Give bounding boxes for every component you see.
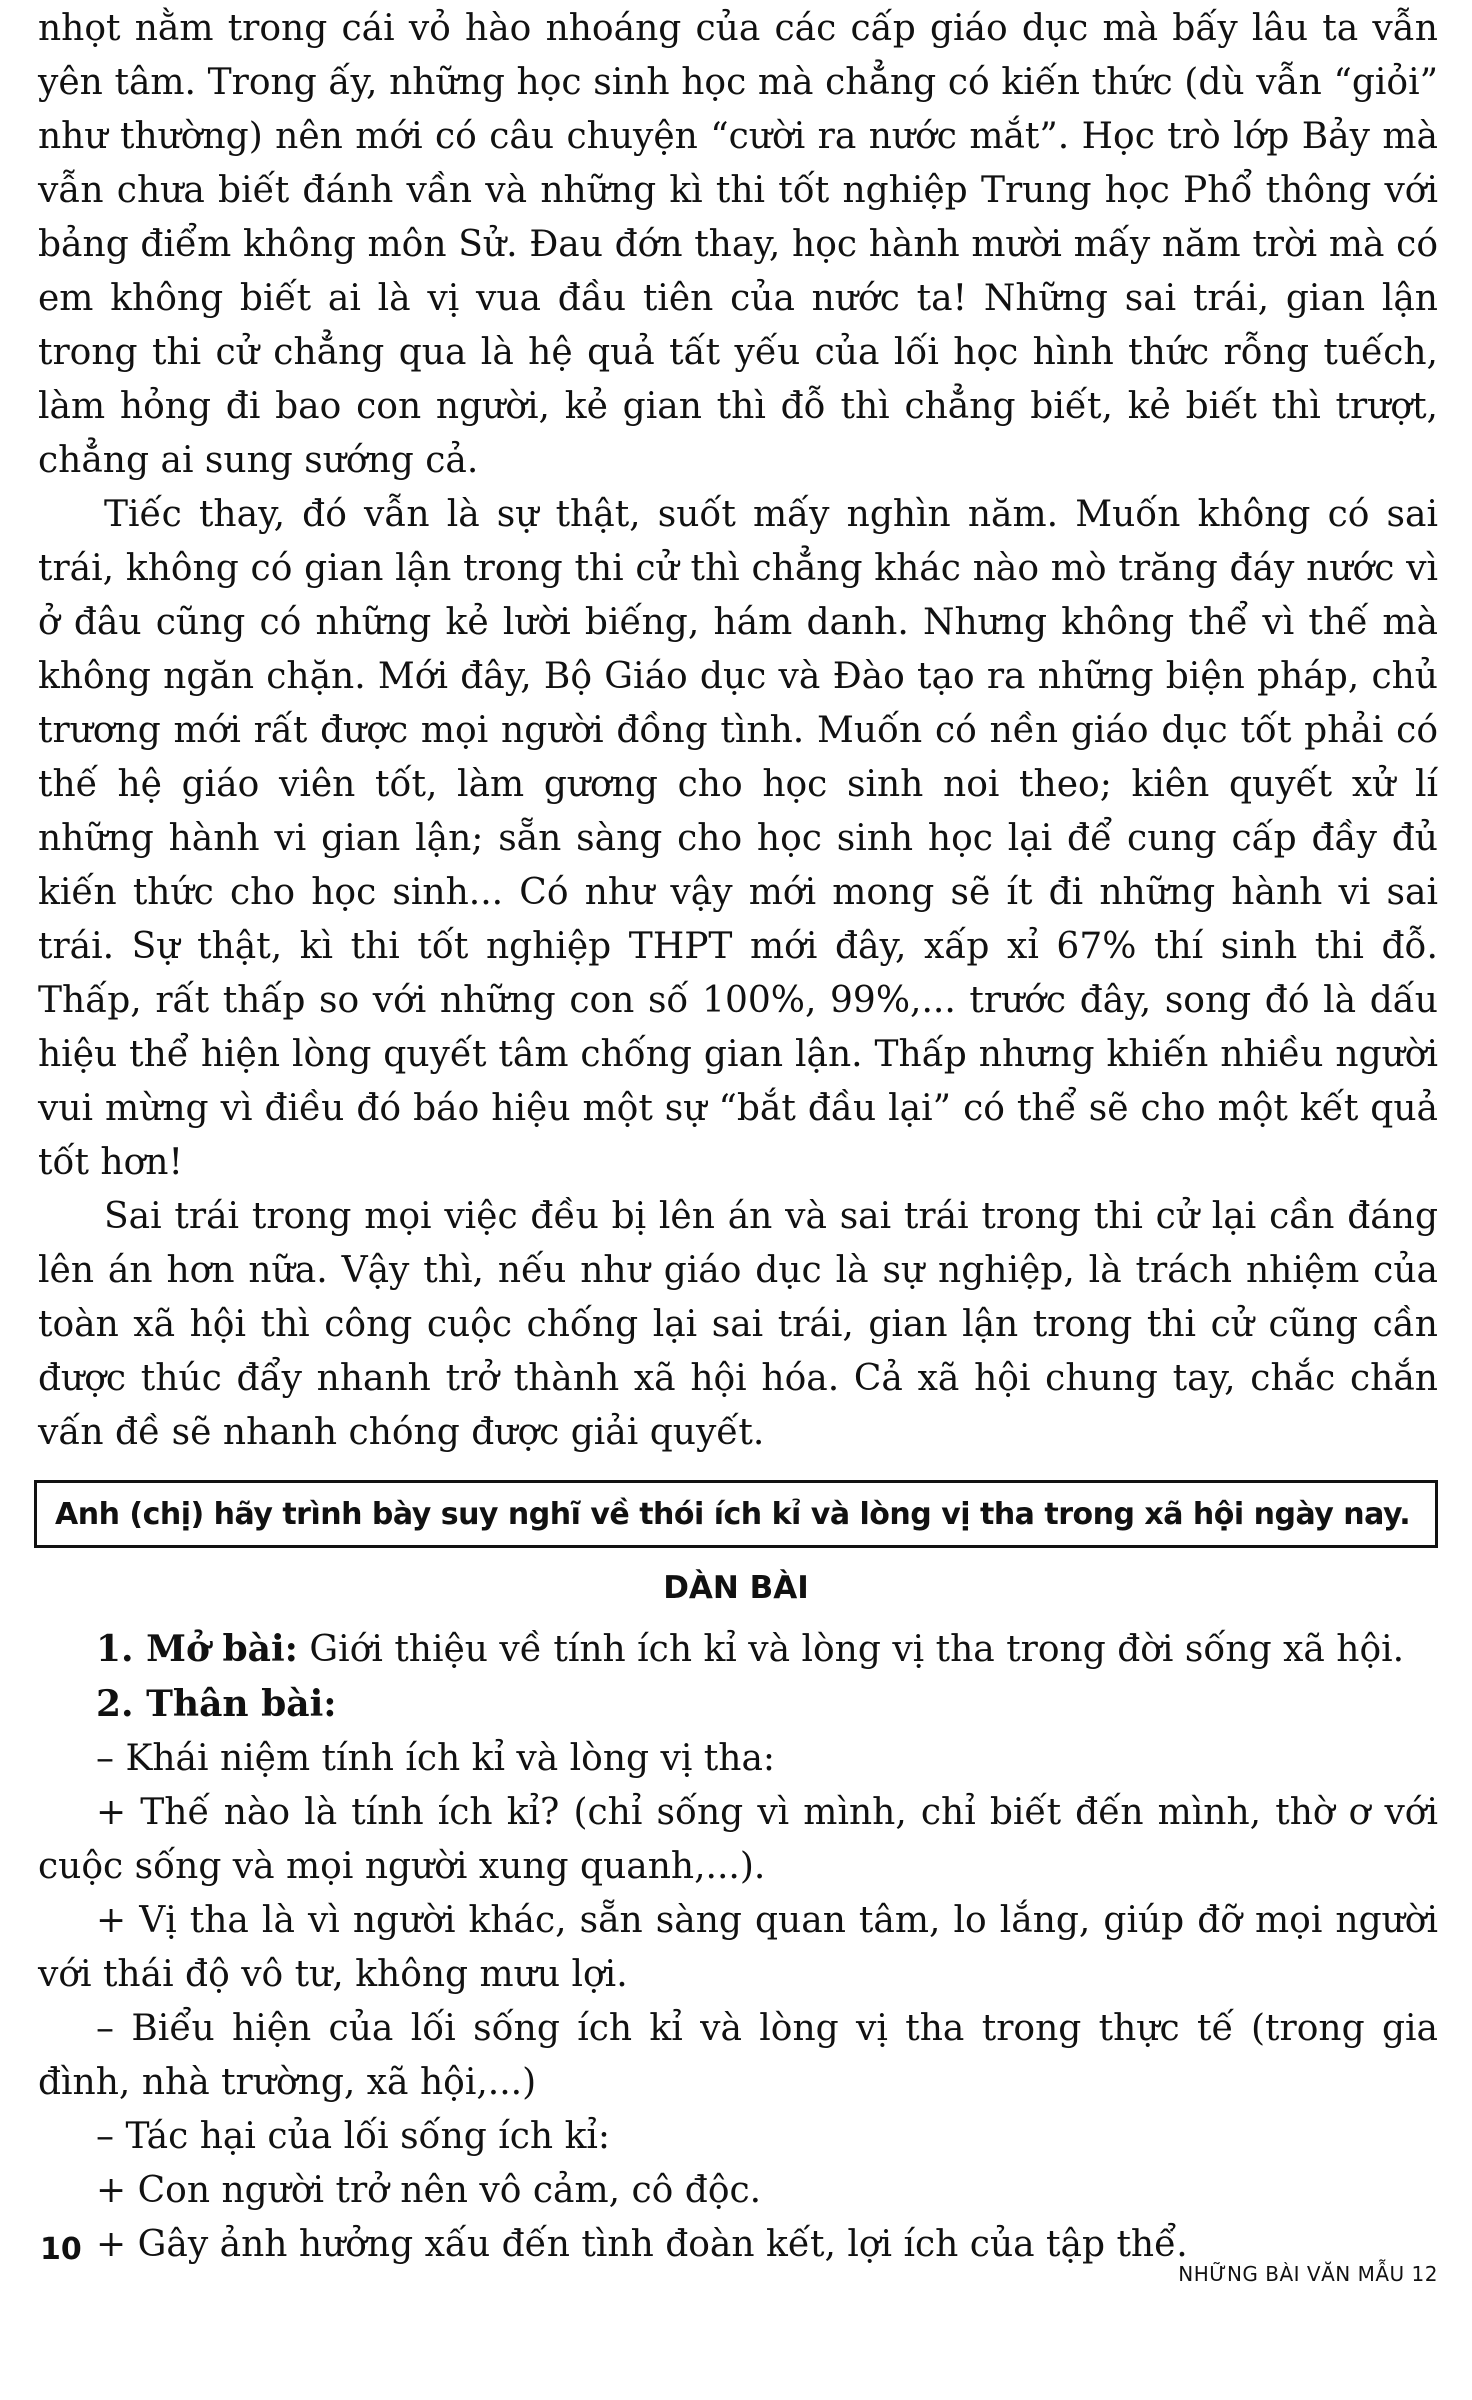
outline [38, 1622, 1438, 2272]
outline-intro-text: Giới thiệu về tính ích kỉ và lòng vị tha trong đời sống xã hội. [297, 1629, 1405, 1670]
outline-item: + Thế nào là tính ích kỉ? (chỉ sống vì mình, chỉ biết đến mình, thờ ơ với cuộc sống và mọi người xung quanh,...). [38, 1792, 1438, 1887]
essay-body [38, 2, 1438, 1460]
outline-item: + Gây ảnh hưởng xấu đến tình đoàn kết, lợi ích của tập thể. [96, 2224, 1188, 2265]
running-footer-title: NHỮNG BÀI VĂN MẪU 12 [1178, 2262, 1438, 2286]
body-paragraph: Tiếc thay, đó vẫn là sự thật, suốt mấy nghìn năm. Muốn không có sai trái, không có gian lận trong thi cử thì chẳng khác nào mò trăng đáy nước vì ở đâu cũng có những kẻ lười biếng, hám danh. Nhưng không thể vì thế mà không ngăn chặn. Mới đây, Bộ Giáo dục và Đào tạo ra những biện pháp, chủ trương mới rất được mọi người đồng tình. Muốn có nền giáo dục tốt phải có thế hệ giáo viên tốt, làm gương cho học sinh noi theo; kiên quyết xử lí những hành vi gian lận; sẵn sàng cho học sinh học lại để cung cấp đầy đủ kiến thức cho học sinh... Có như vậy mới mong sẽ ít đi những hành vi sai trái. Sự thật, kì thi tốt nghiệp THPT mới đây, xấp xỉ 67% thí sinh thi đỗ. Thấp, rất thấp so với những con số 100%, 99%,... trước đây, song đó là dấu hiệu thể hiện lòng quyết tâm chống gian lận. Thấp nhưng khiến nhiều người vui mừng vì điều đó báo hiệu một sự “bắt đầu lại” có thể sẽ cho một kết quả tốt hơn! [38, 494, 1438, 1183]
outline-item: + Vị tha là vì người khác, sẵn sàng quan tâm, lo lắng, giúp đỡ mọi người với thái độ vô tư, không mưu lợi. [38, 1900, 1438, 1995]
essay-question-box [34, 1480, 1438, 1548]
page-number: 10 [40, 2232, 82, 2267]
outline-body-label: 2. Thân bài: [96, 1683, 337, 1725]
outline-intro-label: 1. Mở bài: [96, 1628, 298, 1670]
outline-title: DÀN BÀI [663, 1570, 809, 1606]
outline-intro [38, 1622, 1438, 1677]
outline-item: + Con người trở nên vô cảm, cô độc. [96, 2170, 762, 2211]
outline-item: – Tác hại của lối sống ích kỉ: [96, 2116, 611, 2157]
outline-body-heading [38, 1677, 1438, 1732]
body-paragraph: nhọt nằm trong cái vỏ hào nhoáng của các cấp giáo dục mà bấy lâu ta vẫn yên tâm. Trong ấy, những học sinh học mà chẳng có kiến thức (dù vẫn “giỏi” như thường) nên mới có câu chuyện “cười ra nước mắt”. Học trò lớp Bảy mà vẫn chưa biết đánh vần và những kì thi tốt nghiệp Trung học Phổ thông với bảng điểm không môn Sử. Đau đớn thay, học hành mười mấy năm trời mà có em không biết ai là vị vua đầu tiên của nước ta! Những sai trái, gian lận trong thi cử chẳng qua là hệ quả tất yếu của lối học hình thức rỗng tuếch, làm hỏng đi bao con người, kẻ gian thì đỗ thì chẳng biết, kẻ biết thì trượt, chẳng ai sung sướng cả. [38, 8, 1438, 481]
outline-item: – Biểu hiện của lối sống ích kỉ và lòng vị tha trong thực tế (trong gia đình, nhà trường, xã hội,...) [38, 2008, 1438, 2103]
body-paragraph: Sai trái trong mọi việc đều bị lên án và sai trái trong thi cử lại cần đáng lên án hơn nữa. Vậy thì, nếu như giáo dục là sự nghiệp, là trách nhiệm của toàn xã hội thì công cuộc chống lại sai trái, gian lận trong thi cử cũng cần được thúc đẩy nhanh trở thành xã hội hóa. Cả xã hội chung tay, chắc chắn vấn đề sẽ nhanh chóng được giải quyết. [38, 1196, 1438, 1453]
outline-item: – Khái niệm tính ích kỉ và lòng vị tha: [96, 1738, 776, 1779]
essay-question: Anh (chị) hãy trình bày suy nghĩ về thói ích kỉ và lòng vị tha trong xã hội ngày nay. [55, 1496, 1411, 1532]
